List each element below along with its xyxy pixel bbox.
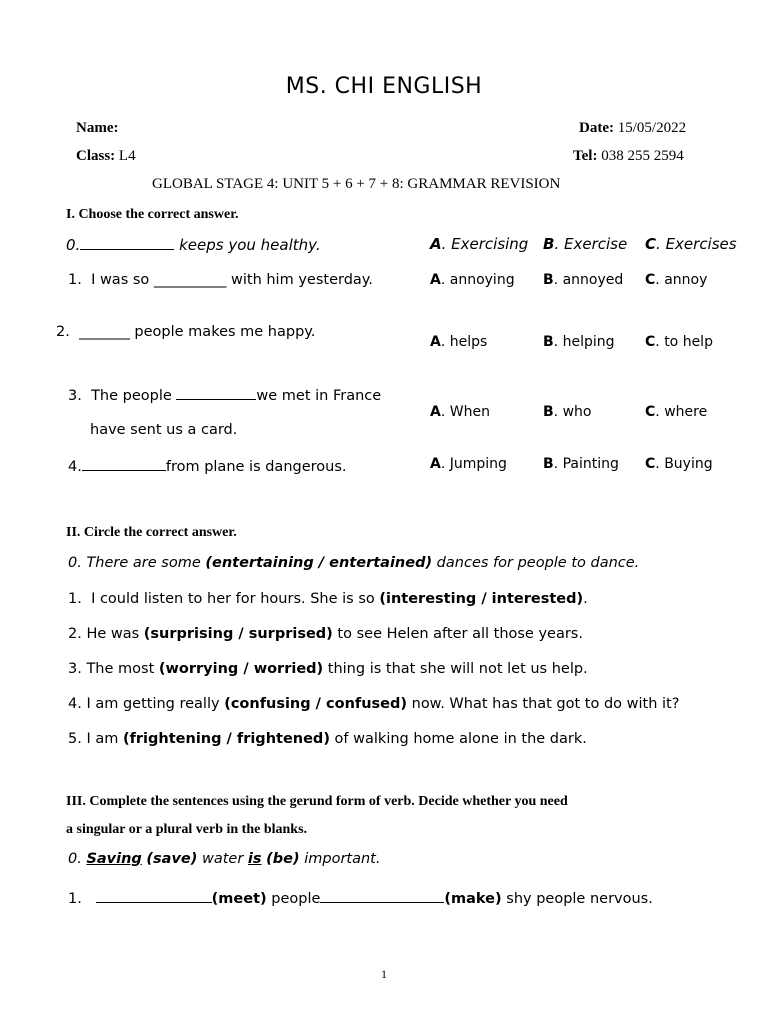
date-value: 15/05/2022: [617, 120, 687, 136]
section3-heading-line2: a singular or a plural verb in the blanks.: [66, 822, 308, 837]
q3-option-b[interactable]: B. who: [543, 404, 592, 420]
section2-example: 0. There are some (entertaining / entertained) dances for people to dance.: [68, 555, 640, 571]
choice-pair[interactable]: (worrying / worried): [158, 661, 324, 677]
question-2: 2. _______ people makes me happy.: [56, 324, 316, 340]
q4-option-c[interactable]: C. Buying: [645, 456, 713, 472]
section2-item-1: 1. I could listen to her for hours. She is so (interesting / interested).: [68, 591, 588, 607]
answer-blank[interactable]: [176, 385, 256, 400]
verb-hint: (save): [146, 851, 198, 867]
name-label: Name:: [76, 120, 119, 136]
choice-pair[interactable]: (frightening / frightened): [122, 731, 330, 747]
verb-hint: (make): [444, 891, 502, 907]
question-text: keeps you healthy.: [174, 236, 321, 254]
section2-item-3: 3. The most (worrying / worried) thing is that she will not let us help.: [68, 661, 588, 677]
choice-pair[interactable]: (interesting / interested): [379, 591, 584, 607]
choice-pair[interactable]: (confusing / confused): [224, 696, 408, 712]
class-label: Class:: [76, 148, 116, 164]
q2-option-c[interactable]: C. to help: [645, 334, 713, 350]
q1-option-b[interactable]: B. annoyed: [543, 272, 624, 288]
question-4: 4. from plane is dangerous.: [68, 456, 347, 475]
q1-option-c[interactable]: C. annoy: [645, 272, 708, 288]
q4-option-a[interactable]: A. Jumping: [430, 456, 507, 472]
answer-blank[interactable]: [80, 235, 174, 250]
section3-example: 0. Saving (save) water is (be) important.: [68, 851, 381, 867]
answer-blank[interactable]: [96, 888, 212, 903]
class-value: L4: [118, 148, 136, 164]
section3-item-1: 1. (meet) people (make) shy people nervous.: [68, 888, 653, 907]
q2-option-a[interactable]: A. helps: [430, 334, 488, 350]
example-answer-1: Saving: [86, 851, 142, 867]
worksheet-subtitle: GLOBAL STAGE 4: UNIT 5 + 6 + 7 + 8: GRAMMAR REVISION: [152, 176, 561, 192]
date-label: Date:: [579, 120, 614, 136]
tel-value: 038 255 2594: [601, 148, 684, 164]
q0-option-a[interactable]: A. Exercising: [430, 235, 529, 253]
section2-item-2: 2. He was (surprising / surprised) to see Helen after all those years.: [68, 626, 583, 642]
question-1: 1. I was so __________ with him yesterday.: [68, 272, 373, 288]
q3-option-c[interactable]: C. where: [645, 404, 708, 420]
answer-blank[interactable]: [320, 888, 444, 903]
q0-option-b[interactable]: B. Exercise: [543, 235, 628, 253]
q3-option-a[interactable]: A. When: [430, 404, 490, 420]
question-0: [66, 235, 321, 254]
page-number: 1: [381, 967, 387, 981]
verb-hint: (meet): [211, 891, 267, 907]
choice-pair[interactable]: (entertaining / entertained): [205, 555, 433, 571]
question-number: 0.: [66, 236, 81, 254]
page-title: MS. CHI ENGLISH: [285, 74, 483, 99]
answer-blank[interactable]: [82, 456, 166, 471]
section2-item-5: 5. I am (frightening / frightened) of walking home alone in the dark.: [68, 731, 587, 747]
question-3: 3. The people we met in France: [68, 385, 381, 404]
q0-option-c[interactable]: C. Exercises: [645, 235, 737, 253]
section2-item-4: 4. I am getting really (confusing / confused) now. What has that got to do with it?: [68, 696, 680, 712]
q2-option-b[interactable]: B. helping: [543, 334, 615, 350]
question-3-line2: have sent us a card.: [90, 422, 238, 438]
verb-hint: (be): [266, 851, 300, 867]
q4-option-b[interactable]: B. Painting: [543, 456, 619, 472]
section2-heading: II. Circle the correct answer.: [66, 525, 237, 540]
tel-label: Tel:: [573, 148, 598, 164]
class-field: [76, 148, 136, 165]
q1-option-a[interactable]: A. annoying: [430, 272, 515, 288]
example-answer-2: is: [247, 851, 262, 867]
choice-pair[interactable]: (surprising / surprised): [143, 626, 333, 642]
section1-heading: I. Choose the correct answer.: [66, 207, 239, 222]
tel-field: [573, 148, 684, 165]
section3-heading-line1: III. Complete the sentences using the gerund form of verb. Decide whether you need: [66, 794, 568, 809]
date-field: [579, 120, 686, 137]
